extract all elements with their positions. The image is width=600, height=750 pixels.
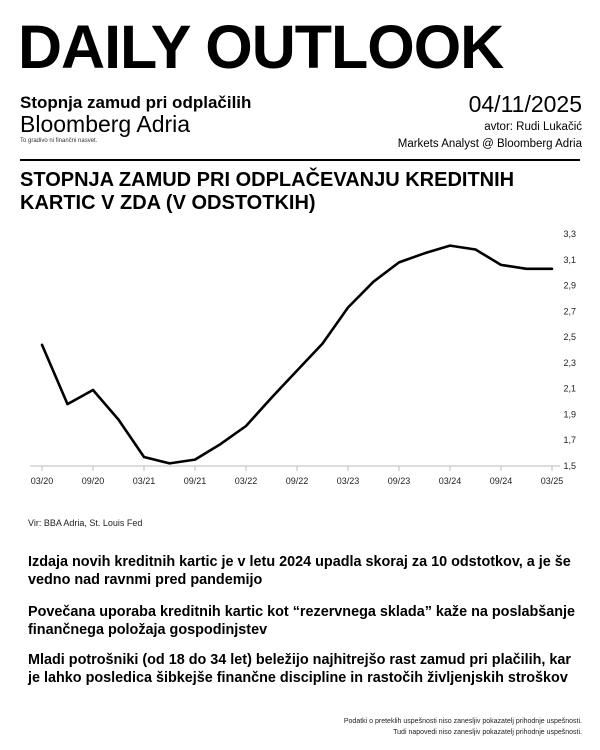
y-tick-label: 1,9 [563,409,576,420]
x-tick-label: 09/21 [183,476,207,486]
data-point [424,252,426,254]
data-point [373,281,375,283]
x-tick-label: 03/21 [132,476,156,486]
y-tick-label: 2,5 [563,332,576,343]
data-point [322,343,324,345]
y-tick-label: 2,3 [563,357,576,368]
chart-ticks [31,229,576,486]
x-tick-label: 03/22 [234,476,258,486]
y-tick-label: 2,9 [563,280,576,291]
data-point [475,248,477,250]
data-point [296,370,298,372]
data-point [500,264,502,266]
masthead-title: DAILY OUTLOOK [18,13,504,81]
data-point [194,459,196,461]
data-point [271,397,273,399]
x-tick-label: 09/20 [81,476,105,486]
x-tick-label: 09/24 [489,476,513,486]
x-tick-label: 03/23 [336,476,360,486]
chart-source: Vir: BBA Adria, St. Louis Fed [28,518,143,528]
data-point [245,425,247,427]
y-tick-label: 2,7 [563,306,576,317]
report-date: 04/11/2025 [468,91,582,117]
data-point [143,456,145,458]
data-point [220,443,222,445]
y-tick-label: 1,5 [563,461,576,471]
data-point [41,344,43,346]
report-subtitle: Stopnja zamud pri odplačilih [20,93,252,112]
brand-name: Bloomberg Adria [20,111,191,137]
divider-line [20,159,580,161]
line-chart [0,220,600,500]
series-line [42,246,552,464]
chart-series [41,245,553,465]
data-point [92,389,94,391]
data-point [449,245,451,247]
data-point [347,306,349,308]
x-tick-label: 09/22 [285,476,309,486]
x-tick-label: 09/23 [387,476,411,486]
x-tick-label: 03/20 [30,476,54,486]
footer-disclaimer-2: Tudi napovedi niso zanesljiv pokazatelj prihodnje uspešnosti. [393,729,582,736]
author-role: Markets Analyst @ Bloomberg Adria [397,138,582,150]
data-point [67,403,69,405]
disclaimer-tagline: To gradivo ni finančni nasvet. [20,138,98,144]
x-tick-label: 03/25 [540,476,564,486]
x-tick-label: 03/24 [438,476,462,486]
y-tick-label: 1,7 [563,435,576,446]
data-point [551,268,553,270]
chart-title: STOPNJA ZAMUD PRI ODPLAČEVANJU KREDITNIH KARTIC V ZDA (V ODSTOTKIH) [20,169,515,214]
insight-bullet-1: Izdaja novih kreditnih kartic je v letu 2024 upadla skoraj za 10 odstotkov, a je še vedno nad ravnmi pred pandemijo [28,554,571,588]
footer-disclaimer-1: Podatki o preteklih uspešnosti niso zanesljiv pokazatelj prihodnje uspešnosti. [343,718,582,725]
y-tick-label: 3,3 [563,229,576,239]
data-point [526,268,528,270]
y-tick-label: 2,1 [563,383,576,394]
data-point [398,261,400,263]
insight-bullet-2: Povečana uporaba kreditnih kartic kot “rezervnega sklada” kaže na poslabšanje finančnega položaja gospodinjstev [28,604,576,638]
y-tick-label: 3,1 [563,254,576,265]
data-point [118,419,120,421]
insight-bullet-3: Mladi potrošniki (od 18 do 34 let) beležijo najhitrejšo rast zamud pri plačilih, kar je lahko posledica šibkejše finančne discipline in rastočih življenjskih stroškov [28,652,571,686]
data-point [169,462,171,464]
author-name: avtor: Rudi Lukačić [484,121,582,133]
